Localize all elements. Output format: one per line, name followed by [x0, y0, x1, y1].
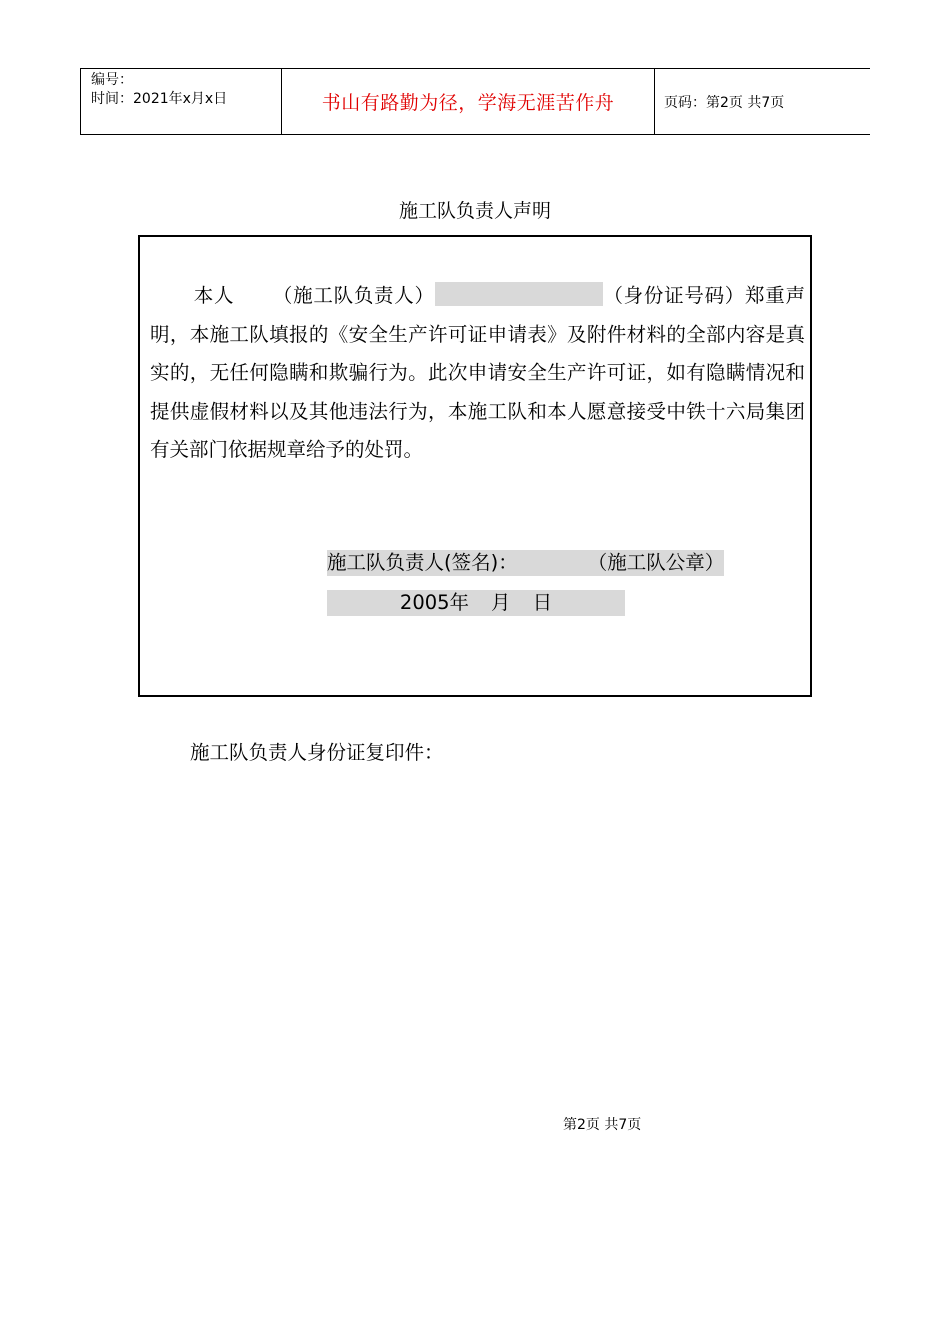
seal-label: （施工队公章）: [587, 551, 725, 574]
declaration-self: 本人: [193, 284, 235, 307]
declaration-role: （施工队负责人）: [272, 284, 435, 307]
declaration-paragraph: [150, 277, 805, 470]
declaration-box: [138, 235, 812, 697]
signer-label: 施工队负责人(签名)：: [327, 551, 518, 574]
header-page-code: 页码：第2页 共7页: [664, 94, 785, 111]
document-title: 施工队负责人声明: [398, 200, 551, 222]
header-motto: 书山有路勤为径，学海无涯苦作舟: [282, 69, 655, 134]
date-line: [327, 590, 625, 616]
date-month: 月: [491, 591, 511, 614]
date-year: 2005年: [399, 591, 470, 614]
header-table: [80, 68, 870, 135]
signature-line: [327, 550, 724, 576]
date-day: 日: [532, 591, 553, 614]
id-copy-label: 施工队负责人身份证复印件：: [190, 741, 444, 764]
declaration-body: （身份证号码）郑重声明，本施工队填报的《安全生产许可证申请表》及附件材料的全部内容是真实的，无任何隐瞒和欺骗行为。此次申请安全生产许可证，如有隐瞒情况和提供虚假材料以及其他违法行为，本施工队和本人愿意接受中铁十六局集团有关部门依据规章给予的处罚。: [150, 284, 805, 461]
id-number-blank: [435, 282, 603, 306]
header-time-label: 时间：2021年x月x日: [91, 91, 228, 107]
page-footer: 第2页 共7页: [563, 1117, 642, 1133]
header-meta-cell: [81, 69, 282, 134]
header-number-label: 编号：: [91, 72, 133, 88]
